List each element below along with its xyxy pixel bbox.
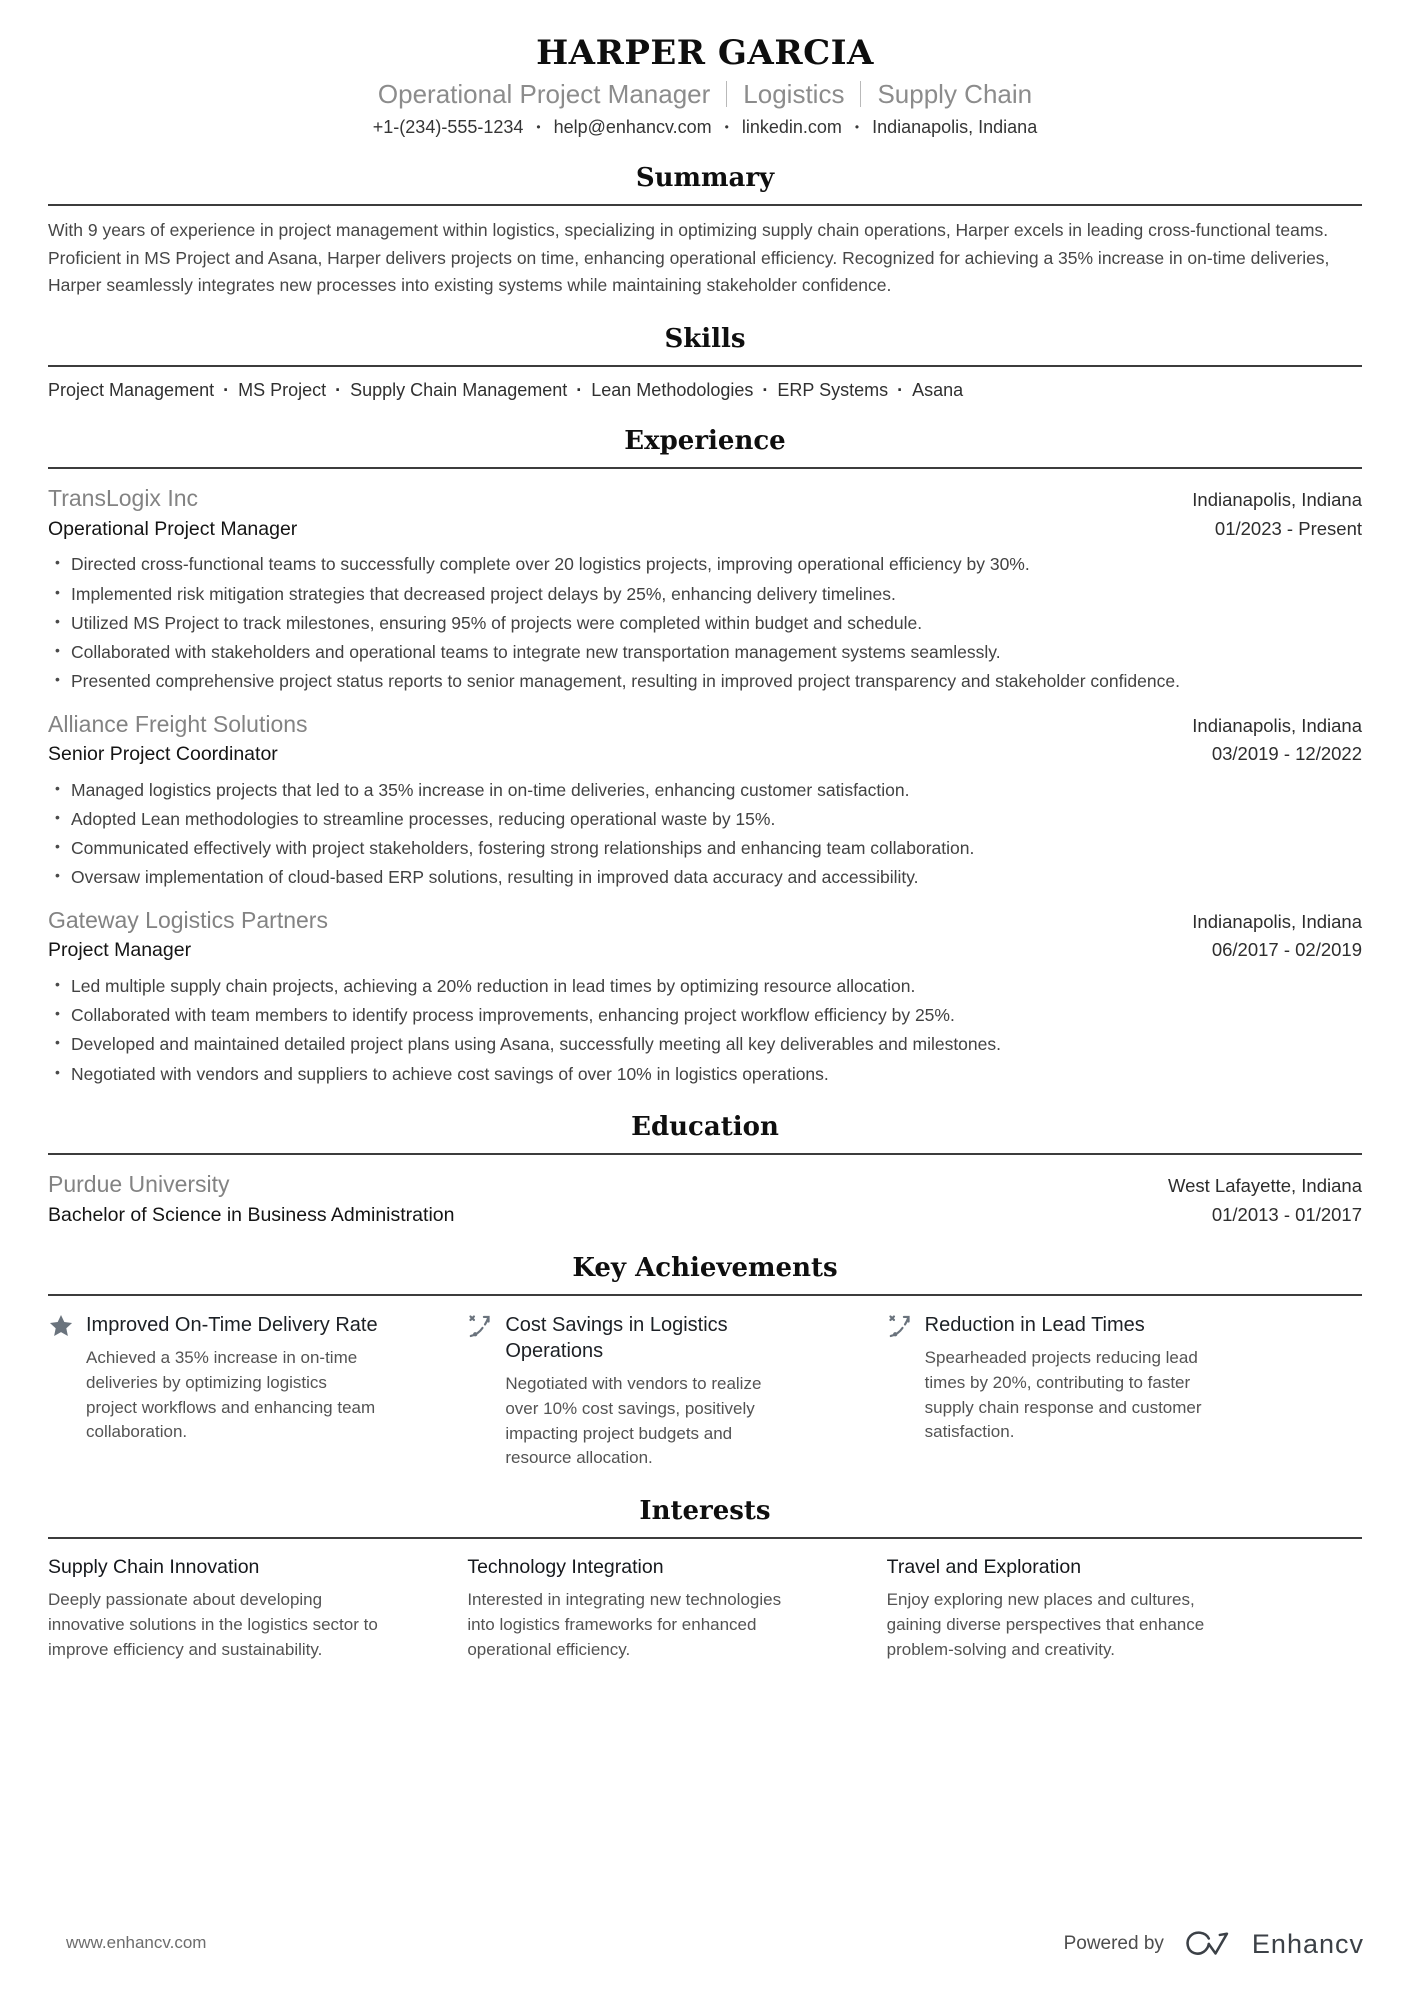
job-title: Senior Project Coordinator	[48, 743, 278, 766]
summary-heading: Summary	[635, 163, 775, 194]
bullet-item: • Adopted Lean methodologies to streamline processes, reducing operational waste by 15%.	[71, 806, 1362, 832]
education-dates: 01/2013 - 01/2017	[1211, 1203, 1362, 1225]
phone-number[interactable]: +1-(234)-555-1234	[372, 117, 524, 138]
education-heading: Education	[631, 1111, 779, 1142]
achievements-heading: Key Achievements	[572, 1253, 838, 1284]
skill-item: · MS Project	[214, 380, 326, 400]
education-entry	[48, 1170, 1362, 1228]
experience-heading: Experience	[624, 426, 786, 457]
interests-section	[48, 1496, 1362, 1662]
enhancv-logo-icon	[1182, 1927, 1234, 1961]
title-separator	[726, 81, 727, 107]
skill-item: · Lean Methodologies	[567, 380, 753, 400]
section-divider	[48, 204, 1362, 206]
bullet-item: • Negotiated with vendors and suppliers to achieve cost savings of over 10% in logistics operations.	[71, 1061, 1362, 1087]
achievement-item	[467, 1312, 798, 1471]
bullet-item: • Managed logistics projects that led to a 35% increase in on-time deliveries, enhancing customer satisfaction.	[71, 777, 1362, 803]
experience-entry	[48, 484, 1362, 694]
section-divider	[48, 1294, 1362, 1296]
job-dates: 01/2023 - Present	[1214, 517, 1362, 539]
section-divider	[48, 365, 1362, 367]
interest-text: Deeply passionate about developing innovative solutions in the logistics sector to improve efficiency and sustainability.	[48, 1590, 378, 1659]
job-dates: 03/2019 - 12/2022	[1211, 743, 1362, 765]
bullet-item: • Implemented risk mitigation strategies that decreased project delays by 25%, enhancing delivery timelines.	[71, 581, 1362, 607]
summary-section	[48, 163, 1362, 299]
bullet-item: • Presented comprehensive project status reports to senior management, resulting in improved project transparency and stakeholder confidence.	[71, 668, 1362, 694]
job-location: Indianapolis, Indiana	[1192, 910, 1362, 932]
skill-item: Project Management	[48, 380, 215, 401]
trend-icon	[467, 1312, 494, 1471]
enhancv-wordmark: Enhancv	[1251, 1928, 1364, 1959]
skill-item: · Supply Chain Management	[326, 380, 567, 400]
bullet-item: • Directed cross-functional teams to successfully complete over 20 logistics projects, improving operational efficiency by 30%.	[71, 551, 1362, 577]
candidate-name: HARPER GARCIA	[536, 33, 874, 73]
job-dates: 06/2017 - 02/2019	[1211, 939, 1362, 961]
section-divider	[48, 1153, 1362, 1155]
job-location: Indianapolis, Indiana	[1192, 714, 1362, 736]
trend-icon	[887, 1312, 914, 1471]
interest-text: Interested in integrating new technologies into logistics frameworks for enhanced operational efficiency.	[467, 1590, 782, 1659]
section-divider	[48, 1537, 1362, 1539]
company-name: Alliance Freight Solutions	[48, 710, 308, 737]
school-name: Purdue University	[48, 1170, 230, 1197]
company-name: Gateway Logistics Partners	[48, 906, 328, 933]
skills-heading: Skills	[664, 323, 746, 354]
title-part: Logistics	[743, 79, 845, 110]
job-bullets	[48, 551, 1362, 694]
achievement-item	[887, 1312, 1218, 1471]
bullet-item: • Collaborated with stakeholders and operational teams to integrate new transportation management systems seamlessly.	[71, 639, 1362, 665]
company-name: TransLogix Inc	[48, 485, 198, 512]
skill-item: · ERP Systems	[753, 380, 888, 400]
achievement-title: Cost Savings in Logistics Operations	[505, 1314, 728, 1363]
interest-item	[887, 1555, 1218, 1662]
bullet-item: • Oversaw implementation of cloud-based ERP solutions, resulting in improved data accuracy and accessibility.	[71, 864, 1362, 890]
footer-brand[interactable]	[1064, 1927, 1364, 1961]
interests-heading: Interests	[639, 1495, 771, 1526]
interest-title: Technology Integration	[467, 1555, 664, 1578]
achievement-text: Negotiated with vendors to realize over 10% cost savings, positively impacting project budgets and resource allocation.	[505, 1374, 762, 1468]
experience-section	[48, 426, 1362, 1087]
bullet-item: • Communicated effectively with project stakeholders, fostering strong relationships and enhancing team collaboration.	[71, 835, 1362, 861]
achievement-text: Achieved a 35% increase in on-time deliveries by optimizing logistics project workflows and enhancing team collaboration.	[86, 1348, 376, 1442]
achievement-item	[48, 1312, 379, 1471]
achievement-text: Spearheaded projects reducing lead times by 20%, contributing to faster supply chain response and customer satisfaction.	[924, 1348, 1202, 1442]
achievement-title: Reduction in Lead Times	[924, 1314, 1145, 1337]
achievements-section	[48, 1253, 1362, 1471]
skills-section	[48, 324, 1362, 401]
bullet-item: • Developed and maintained detailed project plans using Asana, successfully meeting all key deliverables and milestones.	[71, 1031, 1362, 1057]
resume-header	[48, 34, 1362, 138]
bullet-item: • Utilized MS Project to track milestones, ensuring 95% of projects were completed within budget and schedule.	[71, 610, 1362, 636]
job-location: Indianapolis, Indiana	[1192, 489, 1362, 511]
skill-item: · Asana	[888, 380, 963, 400]
summary-text: With 9 years of experience in project management within logistics, specializing in optimizing supply chain operations, Harper excels in leading cross-functional teams. Proficient in MS Project and Asana, Harper delivers projects on time, enhancing operational efficiency. Recognized for achieving a 35% increase in on-time deliveries, Harper seamlessly integrates new processes into existing systems while maintaining stakeholder confidence.	[48, 220, 1330, 295]
interest-text: Enjoy exploring new places and cultures, gaining diverse perspectives that enhance problem-solving and creativity.	[886, 1590, 1205, 1659]
degree-name: Bachelor of Science in Business Administration	[48, 1203, 455, 1226]
interest-title: Supply Chain Innovation	[48, 1555, 260, 1578]
location-text: • Indianapolis, Indiana	[842, 117, 1037, 137]
school-location: West Lafayette, Indiana	[1167, 1174, 1362, 1196]
job-title: Project Manager	[48, 939, 192, 962]
email-link[interactable]: • help@enhancv.com	[523, 117, 711, 137]
job-bullets	[48, 777, 1362, 891]
job-bullets	[48, 973, 1362, 1087]
experience-entry	[48, 906, 1362, 1087]
interest-title: Travel and Exploration	[886, 1555, 1082, 1578]
interest-item	[48, 1555, 379, 1662]
bullet-item: • Led multiple supply chain projects, achieving a 20% reduction in lead times by optimizing resource allocation.	[71, 973, 1362, 999]
education-section	[48, 1112, 1362, 1228]
achievement-title: Improved On-Time Delivery Rate	[86, 1314, 378, 1337]
title-part: Operational Project Manager	[377, 79, 711, 110]
powered-by-label: Powered by	[1063, 1933, 1164, 1954]
candidate-title	[48, 79, 1362, 110]
contact-line	[48, 117, 1362, 138]
footer-website-link[interactable]: www.enhancv.com	[66, 1933, 207, 1952]
section-divider	[48, 467, 1362, 469]
interest-item	[467, 1555, 798, 1662]
skills-list	[48, 380, 1362, 401]
title-separator	[860, 81, 861, 107]
title-part: Supply Chain	[877, 79, 1033, 110]
star-icon	[48, 1312, 75, 1471]
linkedin-link[interactable]: • linkedin.com	[712, 117, 842, 137]
bullet-item: • Collaborated with team members to identify process improvements, enhancing project workflow efficiency by 25%.	[71, 1002, 1362, 1028]
job-title: Operational Project Manager	[48, 517, 298, 540]
experience-entry	[48, 710, 1362, 891]
